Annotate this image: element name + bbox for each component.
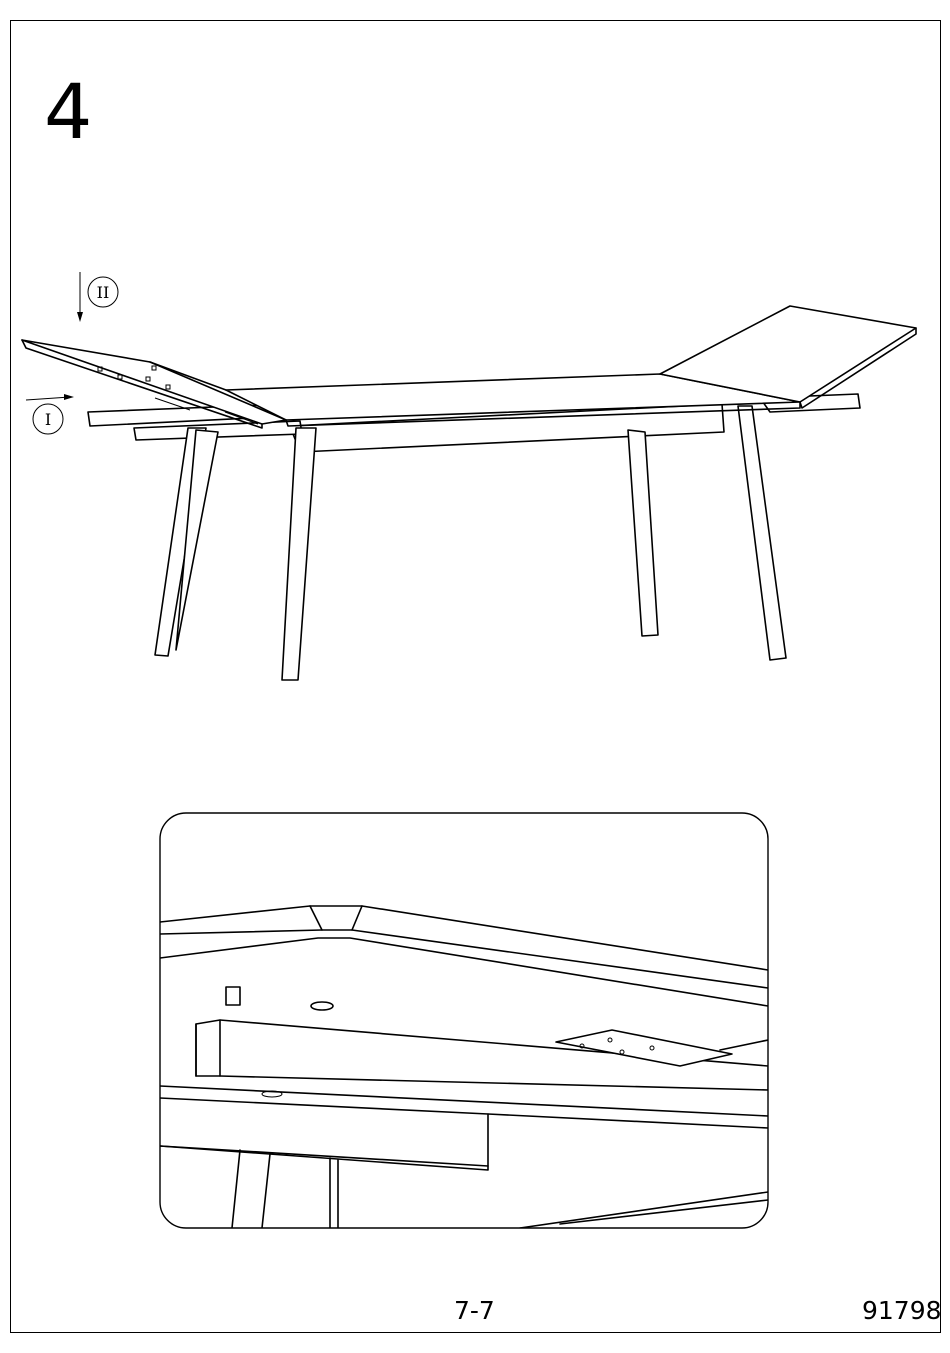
step-number: 4	[44, 67, 93, 156]
leg-front-right	[738, 406, 786, 660]
detail-inset	[160, 813, 768, 1228]
page-number: 7-7	[454, 1296, 495, 1325]
arrow-down-icon	[77, 272, 83, 322]
leg-front-left	[282, 428, 316, 680]
callout-label-ii: II	[96, 283, 110, 302]
document-code: 91798	[862, 1296, 942, 1325]
callout-label-i: I	[44, 410, 52, 429]
arrow-right-icon	[26, 394, 74, 400]
rail-left-lower	[134, 421, 302, 440]
leg-back-right	[628, 430, 658, 636]
